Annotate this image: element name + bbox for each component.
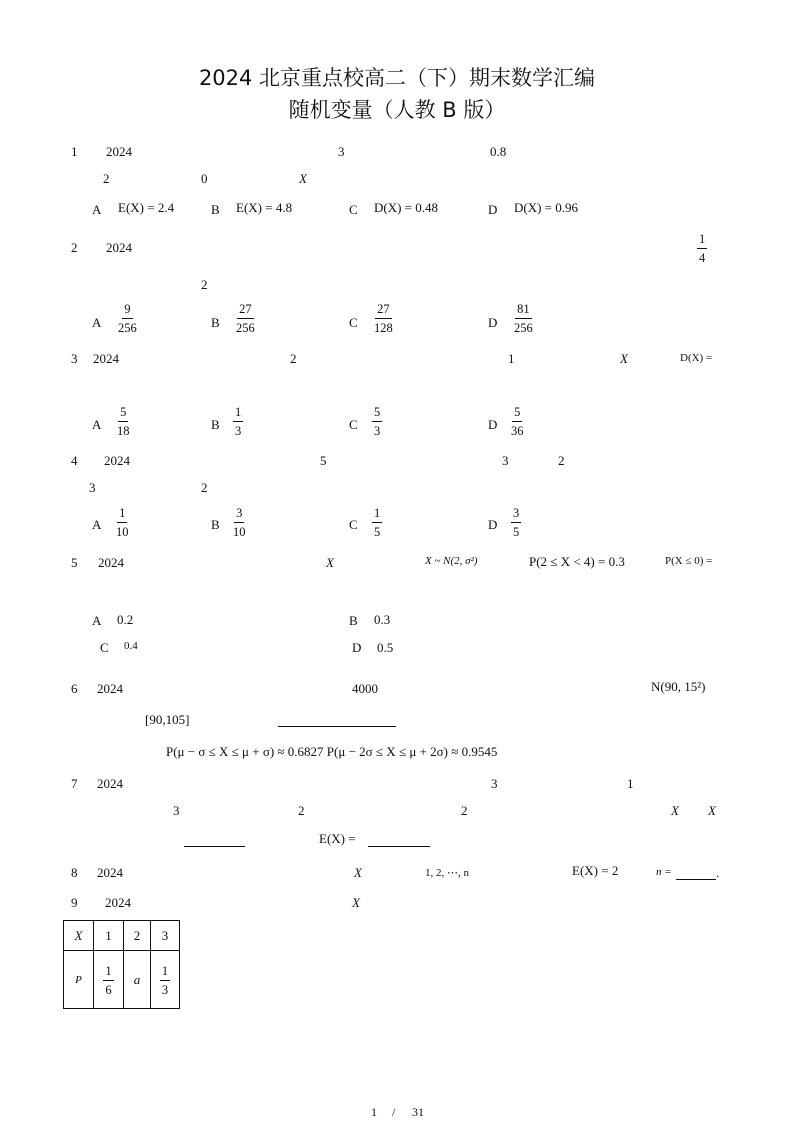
table-cell: P <box>64 951 94 1009</box>
table-cell: 2 <box>124 921 151 951</box>
condition-expression: P(2 ≤ X < 4) = 0.3 <box>529 554 625 569</box>
value: 0.8 <box>490 144 507 159</box>
expectation-expression: E(X) = 2 <box>572 863 619 878</box>
n-expression: n = <box>656 866 672 878</box>
distribution-expression: N(90, 15²) <box>651 679 706 694</box>
option-text: E(X) = 4.8 <box>236 200 293 215</box>
question-number: 8 <box>71 865 78 880</box>
option-fraction: $\frac{5}{18}$ <box>117 405 130 438</box>
value: 2 <box>201 480 208 495</box>
option-fraction: $\frac{3}{10}$ <box>233 506 246 539</box>
table-row <box>64 921 180 951</box>
option-fraction: $\frac{1}{5}$ <box>374 506 381 539</box>
question-year: 2024 <box>106 240 132 255</box>
value: 3 <box>173 803 180 818</box>
answer-blank[interactable] <box>184 846 245 847</box>
reference-formula: P(μ − σ ≤ X ≤ μ + σ) ≈ 0.6827 P(μ − 2σ ≤ X ≤ μ + 2σ) ≈ 0.9545 <box>166 744 498 759</box>
variance-expression: D(X) = <box>680 352 713 364</box>
question-year: 2024 <box>105 895 131 910</box>
value: 3 <box>502 453 509 468</box>
cell-fraction: $\frac{1}{6}$ <box>105 963 112 997</box>
variable-x: X <box>708 803 716 818</box>
option-letter: D <box>488 202 498 217</box>
value: 2 <box>558 453 565 468</box>
distribution-table <box>63 920 180 1009</box>
option-fraction: $\frac{3}{5}$ <box>513 506 520 539</box>
option-fraction: $\frac{81}{256}$ <box>514 302 533 335</box>
table-cell: 3 <box>151 921 180 951</box>
option-text: 0.2 <box>117 612 134 627</box>
table-cell: a <box>124 951 151 1009</box>
value: 5 <box>320 453 327 468</box>
option-letter: D <box>488 517 498 532</box>
option-fraction: $\frac{27}{256}$ <box>236 302 255 335</box>
table-cell <box>94 951 124 1009</box>
table-cell: 1 <box>94 921 124 951</box>
value: 2 <box>298 803 305 818</box>
option-fraction: $\frac{1}{10}$ <box>116 506 129 539</box>
value: 3 <box>89 480 96 495</box>
option-letter: A <box>92 613 102 628</box>
option-text: D(X) = 0.48 <box>374 200 439 215</box>
page-number: 1 <box>371 1105 377 1119</box>
question-number: 2 <box>71 240 78 255</box>
value: 4000 <box>352 681 378 696</box>
value: 2 <box>461 803 468 818</box>
option-text: 0.3 <box>374 612 391 627</box>
question-year: 2024 <box>98 555 124 570</box>
page-title: 2024 北京重点校高二（下）期末数学汇编 <box>198 66 596 90</box>
variable-x: X <box>326 555 334 570</box>
variable-x: X <box>671 803 679 818</box>
option-text: E(X) = 2.4 <box>118 200 175 215</box>
value: 2 <box>103 171 110 186</box>
option-letter: B <box>349 613 358 628</box>
option-letter: B <box>211 517 220 532</box>
question-year: 2024 <box>97 776 123 791</box>
option-fraction: $\frac{1}{3}$ <box>235 405 242 438</box>
answer-blank[interactable] <box>676 879 716 880</box>
range-expression: 1, 2, ⋯, n <box>425 867 469 879</box>
option-text: 0.5 <box>377 640 394 655</box>
answer-blank[interactable] <box>368 846 430 847</box>
cell-fraction: $\frac{1}{3}$ <box>161 963 169 997</box>
value: 0 <box>201 171 208 186</box>
page-total: 31 <box>412 1105 424 1119</box>
option-letter: D <box>488 315 498 330</box>
fraction: $\frac{1}{4}$ <box>699 232 706 265</box>
question-year: 2024 <box>104 453 130 468</box>
variable-x: X <box>620 351 628 366</box>
option-text: D(X) = 0.96 <box>514 200 579 215</box>
option-letter: A <box>92 202 102 217</box>
question-number: 5 <box>71 555 78 570</box>
value: 2 <box>201 277 208 292</box>
variable-x: X <box>299 171 307 186</box>
option-fraction: $\frac{9}{256}$ <box>118 302 137 335</box>
value: 1 <box>627 776 634 791</box>
option-letter: D <box>488 417 498 432</box>
option-letter: B <box>211 417 220 432</box>
option-fraction: $\frac{5}{3}$ <box>374 405 381 438</box>
option-text: 0.4 <box>124 640 138 652</box>
question-number: 6 <box>71 681 78 696</box>
page-separator: / <box>392 1105 396 1119</box>
distribution-expression: X ~ N(2, σ²) <box>425 555 478 567</box>
table-cell <box>151 951 180 1009</box>
period: . <box>716 865 720 880</box>
option-letter: B <box>211 315 220 330</box>
question-year: 2024 <box>97 681 123 696</box>
value: 1 <box>508 351 515 366</box>
question-year: 2024 <box>106 144 132 159</box>
page-subtitle: 随机变量（人教 B 版） <box>288 98 506 122</box>
option-letter: A <box>92 315 102 330</box>
table-row <box>64 951 180 1009</box>
table-cell: X <box>64 921 94 951</box>
option-letter: A <box>92 517 102 532</box>
variable-x: X <box>352 895 360 910</box>
question-number: 4 <box>71 453 78 468</box>
option-letter: B <box>211 202 220 217</box>
question-number: 1 <box>71 144 78 159</box>
value: 3 <box>491 776 498 791</box>
option-letter: C <box>349 202 358 217</box>
option-letter: D <box>352 640 362 655</box>
question-year: 2024 <box>97 865 123 880</box>
option-fraction: $\frac{27}{128}$ <box>374 302 393 335</box>
question-number: 7 <box>71 776 78 791</box>
option-letter: A <box>92 417 102 432</box>
option-letter: C <box>100 640 109 655</box>
variable-x: X <box>354 865 362 880</box>
interval-expression: [90,105] <box>145 712 190 727</box>
option-letter: C <box>349 315 358 330</box>
expectation-expression: E(X) = <box>319 831 356 846</box>
value: 3 <box>338 144 345 159</box>
probability-expression: P(X ≤ 0) = <box>665 555 713 567</box>
question-year: 2024 <box>93 351 119 366</box>
option-fraction: $\frac{5}{36}$ <box>511 405 524 438</box>
question-number: 3 <box>71 351 78 366</box>
answer-blank[interactable] <box>278 726 396 727</box>
value: 2 <box>290 351 297 366</box>
option-letter: C <box>349 417 358 432</box>
option-letter: C <box>349 517 358 532</box>
question-number: 9 <box>71 895 78 910</box>
